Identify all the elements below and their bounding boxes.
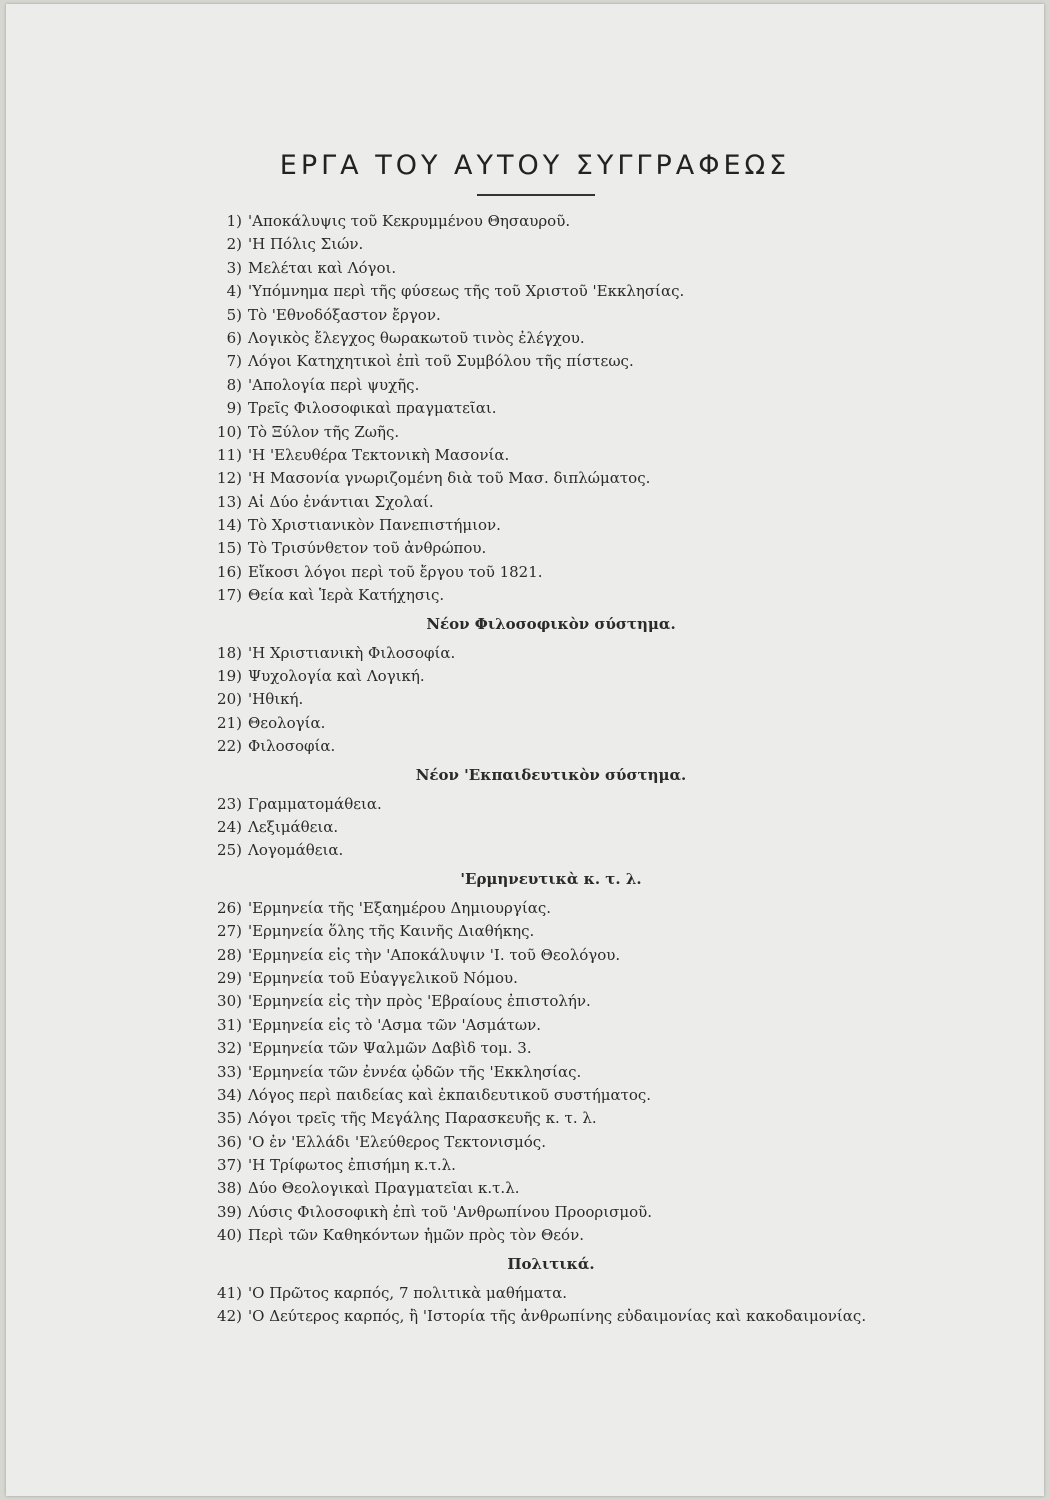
item-number: 39): [217, 1202, 242, 1221]
item-title: Περὶ τῶν Καθηκόντων ἡμῶν πρὸς τὸν Θεόν.: [248, 1226, 584, 1245]
item-title: Λύσις Φιλοσοφικὴ ἐπὶ τοῦ 'Ανθρωπίνου Προορισμοῦ.: [248, 1202, 653, 1221]
item-number: 40): [217, 1226, 242, 1245]
item-title: Λογικὸς ἔλεγχος θωρακωτοῦ τινὸς ἐλέγχου.: [248, 328, 585, 347]
section-heading-hermeneutics: 'Ερμηνευτικὰ κ. τ. λ.: [460, 869, 642, 888]
list-item: [206, 210, 896, 233]
list-item: [206, 304, 896, 327]
item-number: 3): [226, 258, 242, 277]
list-item: [206, 233, 896, 256]
item-number: 19): [217, 667, 242, 686]
item-title: 'Η Τρίφωτος ἐπισήμη κ.τ.λ.: [248, 1156, 456, 1175]
list-item: [206, 1154, 896, 1177]
item-number: 36): [217, 1132, 242, 1151]
item-title: Θεολογία.: [248, 713, 326, 732]
item-number: 14): [217, 516, 242, 535]
page: [6, 4, 1044, 1496]
list-item: [206, 967, 896, 990]
list-item: [206, 944, 896, 967]
list-item: [206, 327, 896, 350]
item-title: Λόγοι Κατηχητικοὶ ἐπὶ τοῦ Συμβόλου τῆς πίστεως.: [248, 352, 634, 371]
item-title: 'Ερμηνεία τῶν Ψαλμῶν Δαβὶδ τομ. 3.: [248, 1039, 532, 1058]
list-item: [206, 467, 896, 490]
list-item: [206, 816, 896, 839]
item-title: 'Ερμηνεία τῶν ἐννέα ᾠδῶν τῆς 'Εκκλησίας.: [248, 1062, 582, 1081]
item-title: Δύο Θεολογικαὶ Πραγματεῖαι κ.τ.λ.: [248, 1179, 520, 1198]
list-item: [206, 421, 896, 444]
item-number: 11): [217, 445, 242, 464]
list-item: [206, 280, 896, 303]
item-number: 41): [217, 1283, 242, 1302]
item-number: 18): [217, 643, 242, 662]
item-title: 'Ερμηνεία τοῦ Εὐαγγελικοῦ Νόμου.: [248, 968, 518, 987]
list-item: [206, 1107, 896, 1130]
works-group-politics: [206, 1282, 896, 1326]
item-number: 9): [226, 399, 242, 418]
list-item: [206, 1282, 896, 1305]
item-title: 'Η Πόλις Σιών.: [248, 235, 364, 254]
item-title: Αἱ Δύο ἐνάντιαι Σχολαί.: [248, 492, 434, 511]
list-item: [206, 1177, 896, 1200]
item-number: 28): [217, 945, 242, 964]
item-number: 13): [217, 492, 242, 511]
item-number: 32): [217, 1039, 242, 1058]
item-number: 42): [217, 1307, 242, 1326]
item-number: 8): [226, 375, 242, 394]
item-number: 5): [226, 305, 242, 324]
list-item: [206, 491, 896, 514]
item-number: 25): [217, 841, 242, 860]
section-heading-education: Νέον 'Εκπαιδευτικὸν σύστημα.: [415, 765, 687, 784]
page-title: ΕΡΓΑ ΤΟΥ ΑΥΤΟΥ ΣΥΓΓΡΑΦΕΩΣ: [279, 150, 791, 181]
item-title: Τὸ Ξύλον τῆς Ζωῆς.: [248, 422, 400, 441]
item-number: 7): [226, 352, 242, 371]
list-item: [206, 897, 896, 920]
item-number: 20): [217, 690, 242, 709]
item-title: Μελέται καὶ Λόγοι.: [248, 258, 397, 277]
item-title: 'Ο Δεύτερος καρπός, ἢ 'Ιστορία τῆς ἀνθρωπίνης εὐδαιμονίας καὶ κακοδαιμονίας.: [248, 1307, 867, 1326]
list-item: [206, 374, 896, 397]
item-title: Ψυχολογία καὶ Λογική.: [248, 667, 425, 686]
item-title: Εἴκοσι λόγοι περὶ τοῦ ἔργου τοῦ 1821.: [248, 562, 543, 581]
works-group-general: [206, 210, 896, 608]
list-item: [206, 1014, 896, 1037]
list-item: [206, 1224, 896, 1247]
item-title: Λόγος περὶ παιδείας καὶ ἐκπαιδευτικοῦ συστήματος.: [248, 1085, 652, 1104]
item-number: 37): [217, 1156, 242, 1175]
list-item: [206, 561, 896, 584]
section-heading-philosophy: Νέον Φιλοσοφικὸν σύστημα.: [426, 614, 676, 633]
item-title: 'Ο Πρῶτος καρπός, 7 πολιτικὰ μαθήματα.: [248, 1283, 567, 1302]
list-item: [206, 397, 896, 420]
item-title: 'Ερμηνεία εἰς τὸ 'Ασμα τῶν 'Ασμάτων.: [248, 1015, 541, 1034]
list-item: [206, 444, 896, 467]
item-number: 30): [217, 992, 242, 1011]
list-item: [206, 793, 896, 816]
item-title: 'Υπόμνημα περὶ τῆς φύσεως τῆς τοῦ Χριστοῦ 'Εκκλησίας.: [248, 282, 685, 301]
list-item: [206, 1307, 896, 1326]
item-number: 4): [226, 282, 242, 301]
item-title: Φιλοσοφία.: [248, 737, 336, 756]
item-title: 'Αποκάλυψις τοῦ Κεκρυμμένου Θησαυροῦ.: [248, 212, 571, 230]
list-item: [206, 920, 896, 943]
item-title: Λεξιμάθεια.: [248, 817, 339, 836]
item-title: 'Ερμηνεία τῆς 'Εξαημέρου Δημιουργίας.: [248, 898, 552, 917]
list-item: [206, 839, 896, 862]
item-number: 10): [217, 422, 242, 441]
item-number: 17): [217, 586, 242, 605]
list-item: [206, 537, 896, 560]
item-number: 29): [217, 968, 242, 987]
list-item: [206, 735, 896, 758]
item-title: 'Ερμηνεία ὅλης τῆς Καινῆς Διαθήκης.: [248, 922, 535, 941]
item-number: 12): [217, 469, 242, 488]
item-title: 'Ο ἐν 'Ελλάδι 'Ελεύθερος Τεκτονισμός.: [248, 1132, 546, 1151]
item-number: 34): [217, 1085, 242, 1104]
item-title: Τρεῖς Φιλοσοφικαὶ πραγματεῖαι.: [248, 399, 497, 418]
list-item: [206, 1037, 896, 1060]
list-item: [206, 642, 896, 665]
item-number: 24): [217, 817, 242, 836]
item-number: 31): [217, 1015, 242, 1034]
item-number: 15): [217, 539, 242, 558]
item-number: 6): [226, 328, 242, 347]
item-title: 'Ηθική.: [248, 690, 304, 709]
list-item: [206, 712, 896, 735]
item-title: Τὸ 'Εθνοδόξαστον ἔργον.: [248, 305, 441, 324]
works-list: [206, 210, 896, 1326]
item-number: 21): [217, 713, 242, 732]
section-heading-politics: Πολιτικά.: [507, 1254, 595, 1273]
item-title: 'Απολογία περὶ ψυχῆς.: [248, 375, 420, 394]
item-number: 2): [226, 235, 242, 254]
item-number: 33): [217, 1062, 242, 1081]
item-title: Γραμματομάθεια.: [248, 794, 382, 813]
list-item: [206, 514, 896, 537]
works-group-hermeneutics: [206, 897, 896, 1248]
item-title: Θεία καὶ Ἱερὰ Κατήχησις.: [248, 586, 445, 605]
item-title: 'Ερμηνεία εἰς τὴν 'Αποκάλυψιν 'Ι. τοῦ Θεολόγου.: [248, 945, 621, 964]
list-item: [206, 584, 896, 607]
item-number: 27): [217, 922, 242, 941]
item-title: Τὸ Τρισύνθετον τοῦ ἀνθρώπου.: [248, 539, 487, 558]
item-number: 1): [226, 212, 242, 230]
item-number: 35): [217, 1109, 242, 1128]
item-title: 'Η 'Ελευθέρα Τεκτονικὴ Μασονία.: [248, 445, 510, 464]
list-item: [206, 990, 896, 1013]
item-number: 22): [217, 737, 242, 756]
item-number: 38): [217, 1179, 242, 1198]
item-title: 'Η Μασονία γνωριζομένη διὰ τοῦ Μασ. διπλώματος.: [248, 469, 651, 488]
works-group-education: [206, 793, 896, 863]
list-item: [206, 1131, 896, 1154]
item-number: 23): [217, 794, 242, 813]
item-title: Λόγοι τρεῖς τῆς Μεγάλης Παρασκευῆς κ. τ. λ.: [248, 1109, 597, 1128]
list-item: [206, 688, 896, 711]
item-title: Τὸ Χριστιανικὸν Πανεπιστήμιον.: [248, 516, 501, 535]
item-title: Λογομάθεια.: [248, 841, 344, 860]
item-title: 'Η Χριστιανικὴ Φιλοσοφία.: [248, 643, 456, 662]
works-group-philosophy: [206, 642, 896, 759]
list-item: [206, 1061, 896, 1084]
item-number: 16): [217, 562, 242, 581]
list-item: [206, 350, 896, 373]
list-item: [206, 257, 896, 280]
title-rule: [477, 194, 595, 196]
item-title: 'Ερμηνεία εἰς τὴν πρὸς 'Εβραίους ἐπιστολήν.: [248, 992, 591, 1011]
item-number: 26): [217, 898, 242, 917]
list-item: [206, 1084, 896, 1107]
list-item: [206, 1201, 896, 1224]
list-item: [206, 665, 896, 688]
